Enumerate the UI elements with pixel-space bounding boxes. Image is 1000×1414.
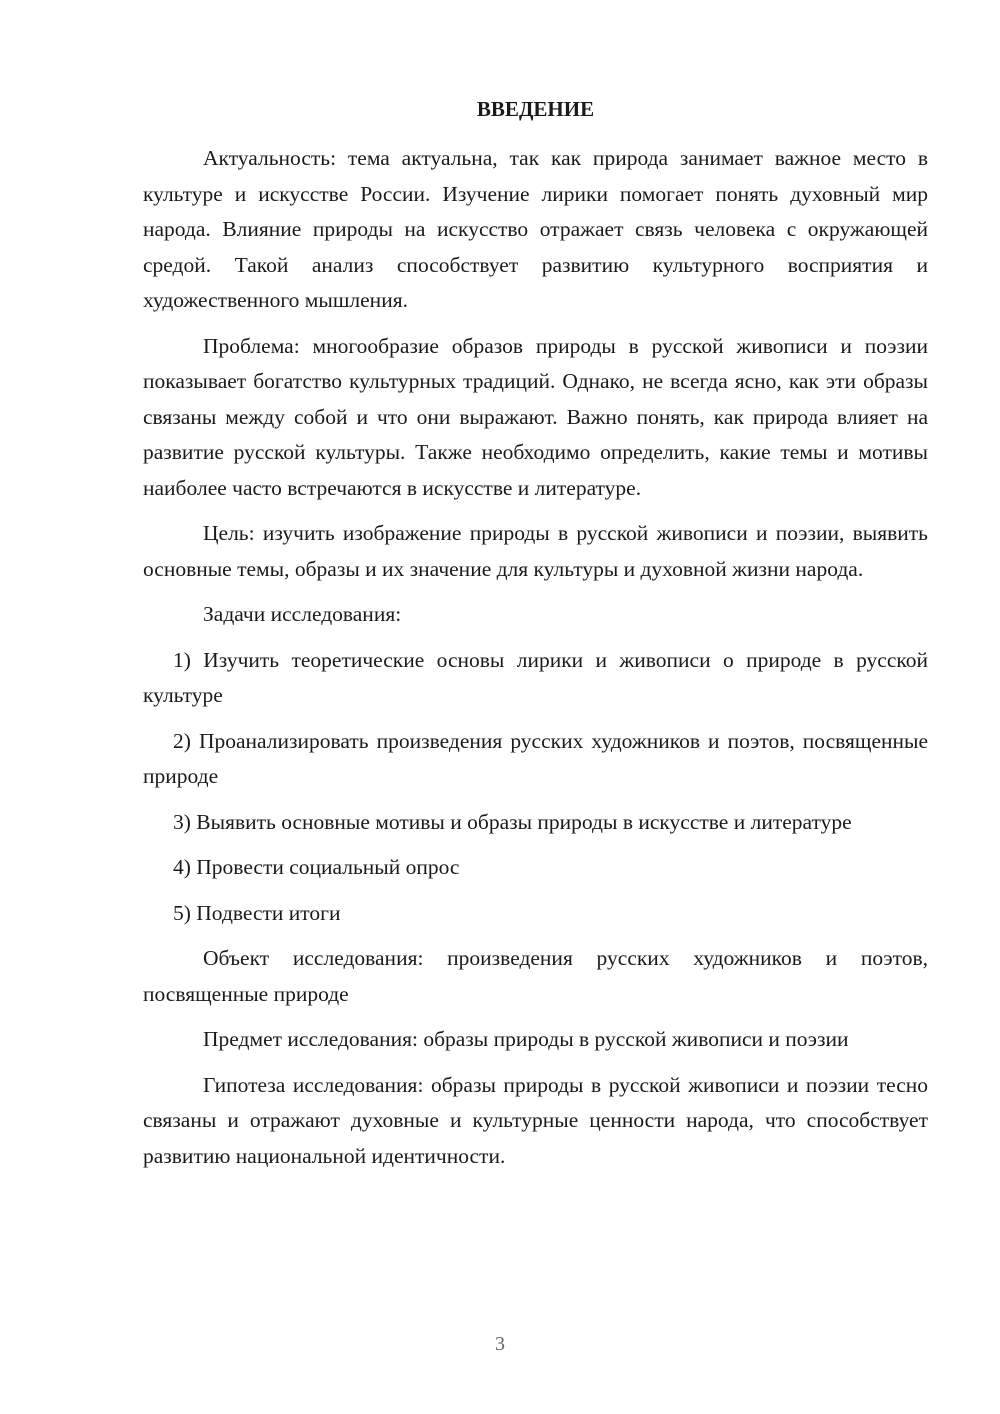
object-paragraph: Объект исследования: произведения русских художников и поэтов, посвященные природе (143, 946, 928, 1006)
task-item: 3) Выявить основные мотивы и образы природы в искусстве и литературе (173, 809, 852, 834)
hypothesis-paragraph: Гипотеза исследования: образы природы в русской живописи и поэзии тесно связаны и отражают духовные и культурные ценности народа, что способствует развитию национальной идентичности. (143, 1072, 928, 1168)
goal-paragraph: Цель: изучить изображение природы в русской живописи и поэзии, выявить основные темы, образы и их значение для культуры и духовной жизни народа. (143, 521, 928, 581)
task-item: 5) Подвести итоги (173, 900, 341, 925)
subject-paragraph: Предмет исследования: образы природы в русской живописи и поэзии (203, 1027, 849, 1051)
task-item: 1) Изучить теоретические основы лирики и живописи о природе в русской культуре (143, 647, 928, 707)
section-title: ВВЕДЕНИЕ (476, 97, 595, 121)
problem-paragraph: Проблема: многообразие образов природы в русской живописи и поэзии показывает богатство культурных традиций. Однако, не всегда ясно, как эти образы связаны между собой и что они выражают. Важно понять, как природа влияет на развитие русской культуры. Также необходимо определить, какие темы и мотивы наиболее часто встречаются в искусстве и литературе. (143, 333, 928, 500)
tasks-heading: Задачи исследования: (203, 602, 402, 626)
relevance-paragraph: Актуальность: тема актуальна, так как природа занимает важное место в культуре и искусстве России. Изучение лирики помогает понять духовный мир народа. Влияние природы на искусство отражает связь человека с окружающей средой. Такой анализ способствует развитию культурного восприятия и художественного мышления. (143, 146, 928, 312)
task-item: 4) Провести социальный опрос (173, 855, 460, 879)
task-item: 2) Проанализировать произведения русских художников и поэтов, посвященные природе (143, 728, 928, 788)
page-number: 3 (495, 1333, 505, 1355)
page-content (143, 92, 928, 1184)
